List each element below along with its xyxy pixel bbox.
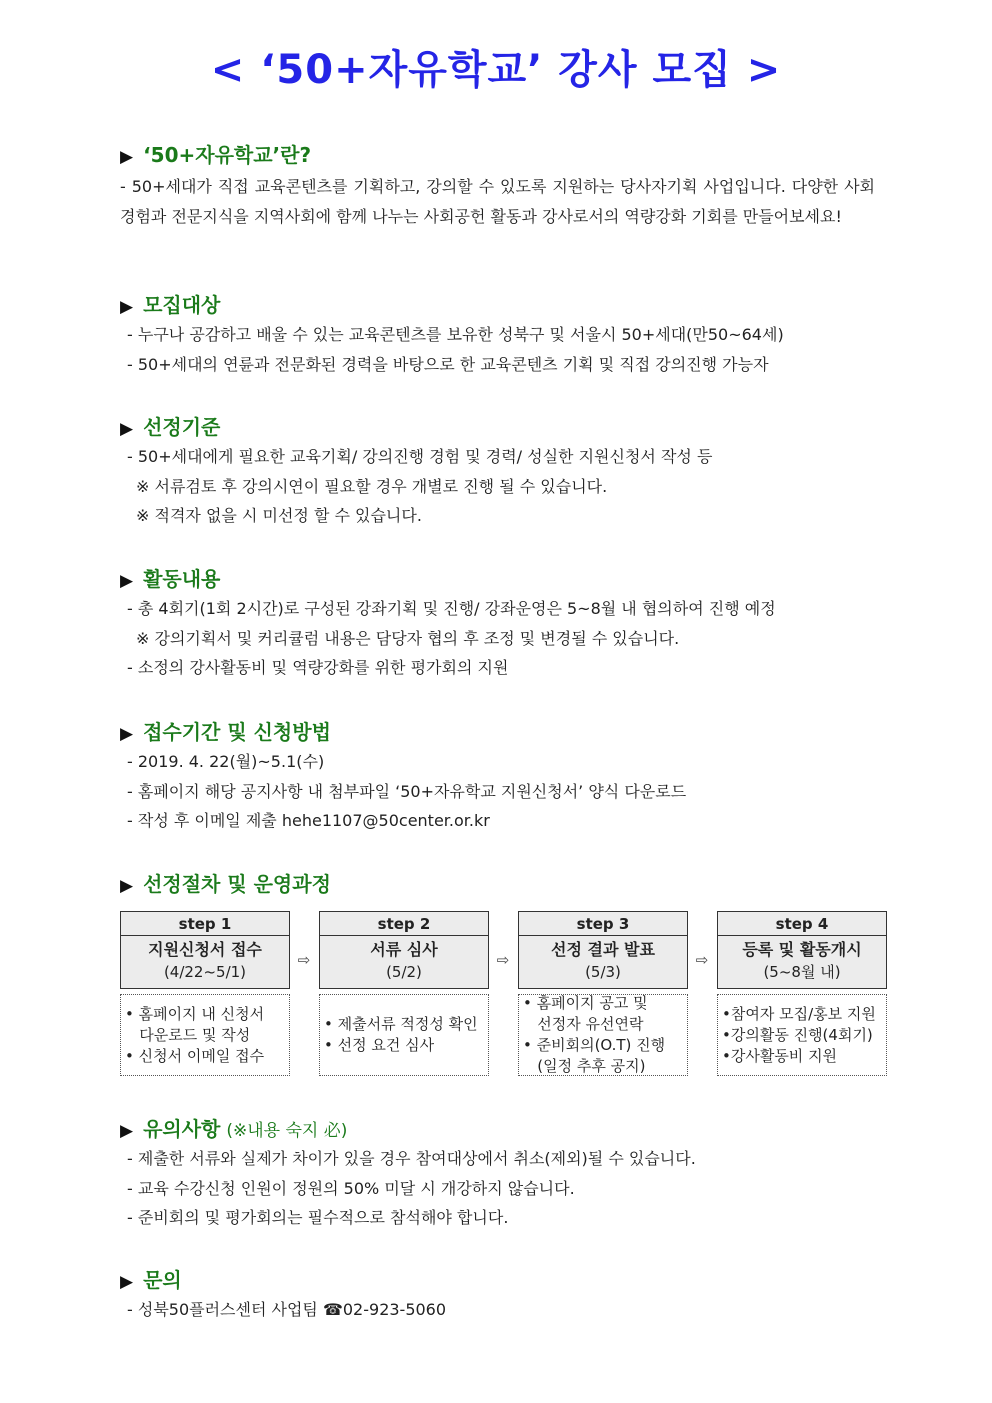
step-1 (120, 911, 290, 1076)
section-notice (120, 1114, 880, 1233)
step-title-box (717, 936, 887, 989)
text-line: - 교육 수강신청 인원이 정원의 50% 미달 시 개강하지 않습니다. (127, 1178, 575, 1198)
step-title-box (319, 936, 489, 989)
section-heading (120, 1114, 880, 1144)
triangle-marker-icon: ▶ (120, 571, 134, 591)
about-text: - 50+세대가 직접 교육콘텐츠를 기획하고, 강의할 수 있도록 지원하는 당사자기획 사업입니다. 다양한 사회경험과 전문지식을 지역사회에 함께 나누는 사회공헌 활동과 강사로서의 역량강화 기회를 만들어보세요! (120, 177, 875, 226)
section-heading (120, 717, 880, 747)
heading-text: 활동내용 (143, 567, 221, 591)
text-line: - 50+세대의 연륜과 전문화된 경력을 바탕으로 한 교육콘텐츠 기획 및 직접 강의진행 가능자 (127, 354, 769, 374)
section-criteria (120, 412, 880, 531)
text-line: - 누구나 공감하고 배울 수 있는 교육콘텐츠를 보유한 성북구 및 서울시 50+세대(만50~64세) (127, 325, 784, 344)
section-heading (120, 869, 880, 899)
step-item: •강의활동 진행(4회기) (722, 1025, 873, 1044)
process-steps (120, 911, 888, 1079)
step-item: • 홈페이지 공고 및 (523, 994, 648, 1012)
step-date: (4/22~5/1) (163, 963, 247, 981)
step-item: •참여자 모집/홍보 지원 (722, 1004, 876, 1023)
section-heading (120, 140, 880, 170)
text-line: - 50+세대에게 필요한 교육기획/ 강의진행 경험 및 경력/ 성실한 지원신청서 작성 등 (127, 447, 713, 466)
step-2 (319, 911, 489, 1076)
triangle-marker-icon: ▶ (120, 297, 134, 317)
triangle-marker-icon: ▶ (120, 419, 134, 439)
section-process (120, 869, 880, 899)
step-title-box (120, 936, 290, 989)
step-details (717, 994, 887, 1076)
section-heading (120, 290, 880, 320)
section-heading (120, 1265, 880, 1295)
heading-text: 선정절차 및 운영과정 (143, 872, 331, 896)
section-about (120, 140, 880, 232)
note-line: ※ 서류검토 후 강의시연이 필요할 경우 개별로 진행 될 수 있습니다. (136, 476, 608, 496)
step-item: • 선정 요건 심사 (324, 1036, 435, 1054)
step-item: • 제출서류 적정성 확인 (324, 1015, 478, 1033)
triangle-marker-icon: ▶ (120, 1121, 134, 1141)
step-label: step 2 (319, 911, 489, 936)
step-item: • 신청서 이메일 접수 (125, 1046, 265, 1065)
step-item: (일정 추후 공지) (523, 1057, 646, 1075)
text-line: - 준비회의 및 평가회의는 필수적으로 참석해야 합니다. (127, 1208, 509, 1227)
heading-text: 유의사항 (143, 1117, 221, 1141)
step-title: 지원신청서 접수 (148, 940, 262, 959)
step-date: (5~8월 내) (763, 963, 841, 981)
text-line: - 홈페이지 해당 공지사항 내 첨부파일 ‘50+자유학교 지원신청서’ 양식 다운로드 (127, 781, 687, 801)
step-date: (5/2) (386, 963, 422, 981)
section-apply (120, 717, 880, 836)
step-item: • 홈페이지 내 신청서 (125, 1004, 265, 1023)
step-label: step 1 (120, 911, 290, 936)
step-4 (717, 911, 887, 1076)
note-line: ※ 강의기획서 및 커리큘럼 내용은 담당자 협의 후 조정 및 변경될 수 있습니다. (136, 628, 680, 648)
step-date: (5/3) (585, 963, 621, 981)
section-heading (120, 412, 880, 442)
heading-text: 선정기준 (143, 415, 221, 439)
text-line: - 총 4회기(1회 2시간)로 구성된 강좌기획 및 진행/ 강좌운영은 5~8월 내 협의하여 진행 예정 (127, 599, 776, 618)
page-title: < ‘50+자유학교’ 강사 모집 > (210, 47, 782, 93)
triangle-marker-icon: ▶ (120, 147, 134, 167)
text-line: - 작성 후 이메일 제출 hehe1107@50center.or.kr (127, 811, 490, 830)
arrow-right-icon: ⇨ (496, 951, 510, 969)
step-label: step 3 (518, 911, 688, 936)
heading-note: (※내용 숙지 必) (226, 1121, 348, 1141)
section-target (120, 290, 880, 379)
heading-text: 문의 (143, 1268, 182, 1292)
step-details (120, 994, 290, 1076)
heading-text: 접수기간 및 신청방법 (143, 720, 331, 744)
step-3 (518, 911, 688, 1076)
section-contact (120, 1265, 880, 1325)
text-line: - 제출한 서류와 실제가 차이가 있을 경우 참여대상에서 취소(제외)될 수 있습니다. (127, 1149, 696, 1168)
note-line: ※ 적격자 없을 시 미선정 할 수 있습니다. (136, 506, 422, 525)
contact-line: - 성북50플러스센터 사업팀 ☎02-923-5060 (127, 1300, 447, 1319)
heading-text: ‘50+자유학교’란? (143, 143, 312, 167)
step-item: • 준비회의(O.T) 진행 (523, 1036, 666, 1054)
step-label: step 4 (717, 911, 887, 936)
step-item: •강사활동비 지원 (722, 1046, 838, 1065)
step-item: 선정자 유선연락 (523, 1015, 644, 1033)
step-title: 등록 및 활동개시 (742, 940, 862, 959)
heading-text: 모집대상 (143, 293, 221, 317)
section-heading (120, 564, 880, 594)
step-details (319, 994, 489, 1076)
step-title: 서류 심사 (370, 940, 438, 959)
triangle-marker-icon: ▶ (120, 1272, 134, 1292)
section-activity (120, 564, 880, 683)
triangle-marker-icon: ▶ (120, 876, 134, 896)
step-title-box (518, 936, 688, 989)
text-line: - 소정의 강사활동비 및 역량강화를 위한 평가회의 지원 (127, 658, 509, 677)
arrow-right-icon: ⇨ (695, 951, 709, 969)
triangle-marker-icon: ▶ (120, 724, 134, 744)
step-details (518, 994, 688, 1076)
step-item: 다운로드 및 작성 (125, 1025, 251, 1044)
arrow-right-icon: ⇨ (297, 951, 311, 969)
text-line: - 2019. 4. 22(월)~5.1(수) (127, 752, 325, 771)
step-title: 선정 결과 발표 (551, 940, 655, 959)
